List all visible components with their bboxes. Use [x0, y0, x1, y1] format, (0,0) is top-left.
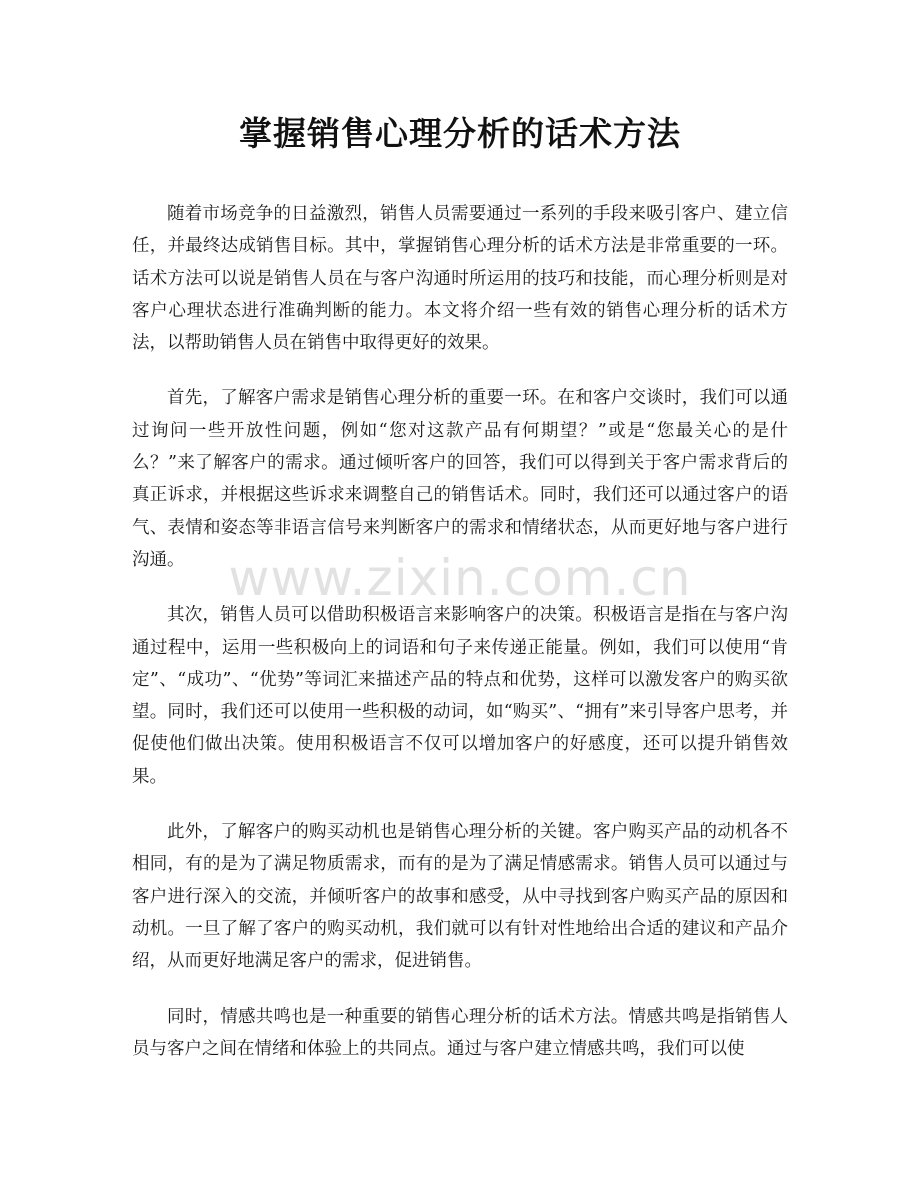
document-title: 掌握销售心理分析的话术方法 [239, 114, 681, 153]
paragraph-intro: 随着市场竞争的日益激烈，销售人员需要通过一系列的手段来吸引客户、建立信任，并最终达成销售目标。其中，掌握销售心理分析的话术方法是非常重要的一环。话术方法可以说是销售人员在与客户沟通时所运用的技巧和技能，而心理分析则是对客户心理状态进行准确判断的能力。本文将介绍一些有效的销售心理分析的话术方法，以帮助销售人员在销售中取得更好的效果。 [132, 204, 788, 354]
paragraph-purchase-motivation: 此外，了解客户的购买动机也是销售心理分析的关键。客户购买产品的动机各不相同，有的是为了满足物质需求，而有的是为了满足情感需求。销售人员可以通过与客户进行深入的交流，并倾听客户的故事和感受，从中寻找到客户购买产品的原因和动机。一旦了解了客户的购买动机，我们就可以有针对性地给出合适的建议和产品介绍，从而更好地满足客户的需求，促进销售。 [132, 822, 788, 972]
paragraph-emotional-resonance: 同时，情感共鸣也是一种重要的销售心理分析的话术方法。情感共鸣是指销售人员与客户之间在情绪和体验上的共同点。通过与客户建立情感共鸣，我们可以使 [132, 1006, 788, 1059]
paragraph-customer-needs: 首先，了解客户需求是销售心理分析的重要一环。在和客户交谈时，我们可以通过询问一些开放性问题，例如“您对这款产品有何期望？”或是“您最关心的是什么？”来了解客户的需求。通过倾听客户的回答，我们可以得到关于客户需求背后的真正诉求，并根据这些诉求来调整自己的销售话术。同时，我们还可以通过客户的语气、表情和姿态等非语言信号来判断客户的需求和情绪状态，从而更好地与客户进行沟通。 [132, 388, 788, 570]
paragraph-positive-language: 其次，销售人员可以借助积极语言来影响客户的决策。积极语言是指在与客户沟通过程中，运用一些积极向上的词语和句子来传递正能量。例如，我们可以使用“肯定”、“成功”、“优势”等词汇来描述产品的特点和优势，这样可以激发客户的购买欲望。同时，我们还可以使用一些积极的动词，如“购买”、“拥有”来引导客户思考，并促使他们做出决策。使用积极语言不仅可以增加客户的好感度，还可以提升销售效果。 [132, 605, 788, 787]
watermark-text: www.zixin.com.cn [228, 549, 692, 607]
